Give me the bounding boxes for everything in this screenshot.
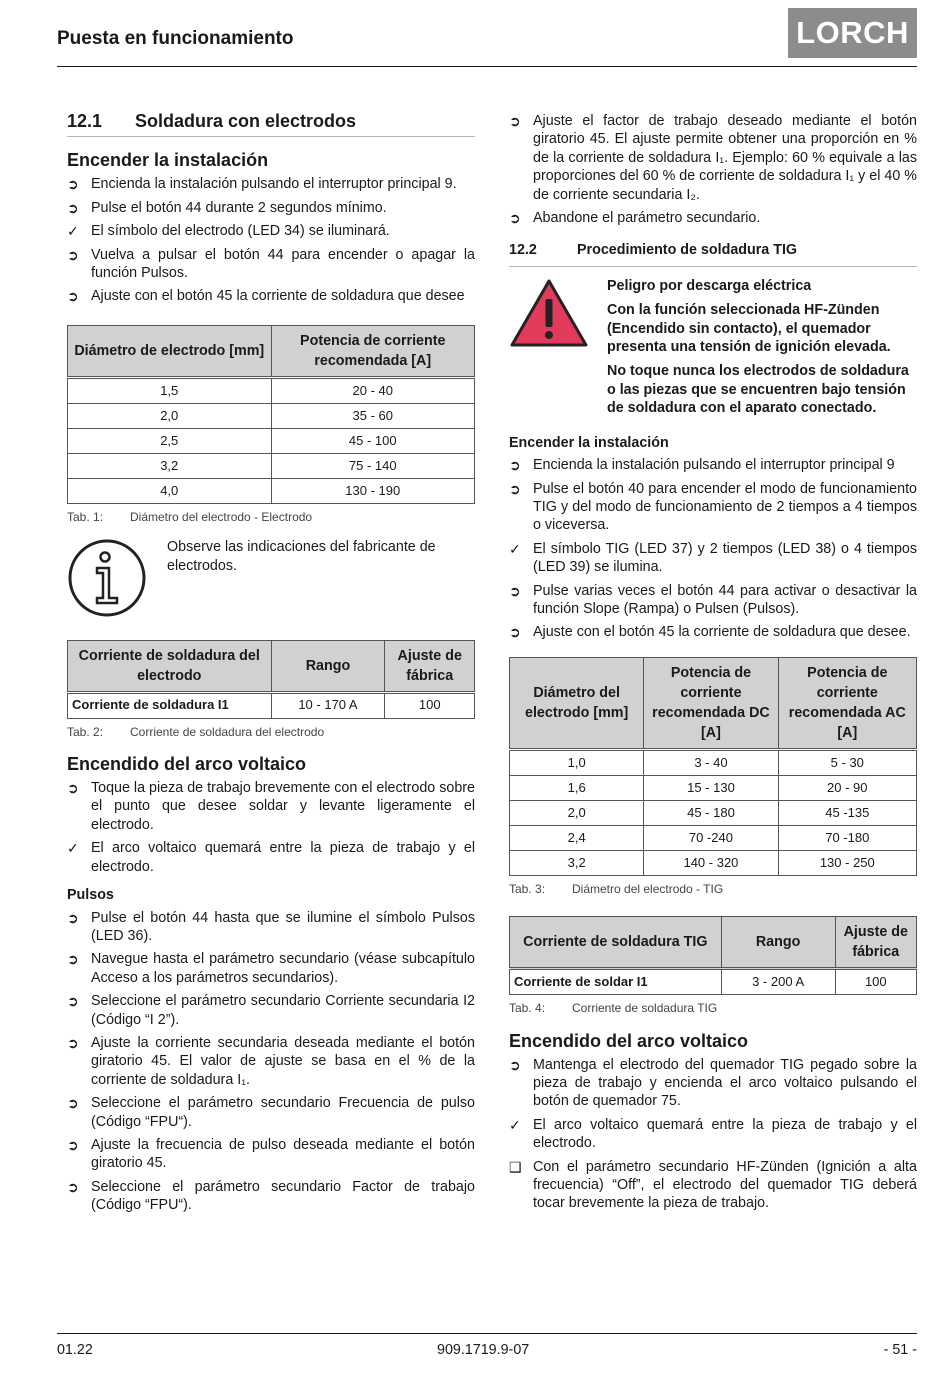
- list-item-text: Ajuste la corriente secundaria deseada mediante el botón giratorio 45. El valor de ajuste se basa en el % de la corriente de soldadura I₁.: [91, 1034, 475, 1088]
- arrow-icon: ➲: [67, 780, 79, 797]
- table-row: [68, 453, 475, 478]
- table-row: [68, 692, 475, 718]
- warning-triangle-icon: [509, 277, 607, 424]
- table-cell: 75 - 140: [271, 453, 475, 478]
- info-note: [67, 538, 475, 623]
- table-header: Corriente de soldadura TIG: [510, 917, 722, 969]
- list-item: [67, 175, 475, 193]
- table-tig-current: [509, 916, 917, 995]
- section-number: 12.1: [67, 111, 103, 131]
- list-item-text: Abandone el parámetro secundario.: [533, 210, 761, 227]
- list-item-text: Navegue hasta el parámetro secundario (véase subcapítulo Acceso a los parámetros secundarios).: [91, 951, 475, 986]
- steps-encender-tig: [509, 456, 917, 642]
- footer-doc-number: 909.1719.9-07: [437, 1342, 530, 1358]
- caption-text: Diámetro del electrodo - TIG: [572, 881, 724, 896]
- caption-label: Tab. 2:: [67, 724, 104, 739]
- table-cell: 20 - 90: [778, 775, 916, 800]
- table-cell: 70 -180: [778, 825, 916, 850]
- danger-warning: [509, 277, 917, 424]
- warning-title: Peligro por descarga eléctrica: [607, 277, 812, 294]
- check-icon: ✓: [67, 223, 79, 240]
- steps-factor: [509, 112, 917, 227]
- arrow-icon: ➲: [67, 199, 79, 216]
- list-item: [67, 1136, 475, 1173]
- table-cell: Corriente de soldar I1: [510, 969, 722, 995]
- arrow-icon: ➲: [67, 246, 79, 263]
- brand-logo: LORCH: [788, 8, 917, 58]
- list-item: [509, 1116, 917, 1153]
- list-item: [509, 1056, 917, 1111]
- caption-text: Corriente de soldadura TIG: [572, 1001, 718, 1016]
- list-item: [509, 209, 917, 227]
- table-row: [510, 969, 917, 995]
- arrow-icon: ➲: [67, 909, 79, 926]
- steps-arco: [67, 779, 475, 876]
- list-item-text: Encienda la instalación pulsando el interruptor principal 9.: [91, 176, 457, 193]
- table-header: Rango: [271, 640, 385, 692]
- list-item-text: Mantenga el electrodo del quemador TIG pegado sobre la pieza de trabajo y encienda el arco voltaico pulsando el botón de quemador 75.: [533, 1056, 917, 1110]
- table-header: Potencia de corriente recomendada [A]: [271, 325, 475, 377]
- table-header: Diámetro del electrodo [mm]: [510, 657, 644, 749]
- page-header-title: Puesta en funcionamiento: [57, 28, 294, 49]
- table-row: [510, 850, 917, 875]
- list-item-text: Pulse varias veces el botón 44 para activar o desactivar la función Slope (Rampa) o Pulsen (Pulsos).: [533, 582, 917, 617]
- section-title: Procedimiento de soldadura TIG: [577, 242, 798, 259]
- list-item: [67, 222, 475, 240]
- arrow-icon: ➲: [509, 624, 521, 641]
- list-item-text: Seleccione el parámetro secundario Factor de trabajo (Código “FPU“).: [91, 1178, 475, 1214]
- list-item: [67, 839, 475, 876]
- table-caption: [67, 508, 475, 526]
- list-item: [67, 287, 475, 305]
- list-item: [509, 623, 917, 641]
- heading-pulsos: Pulsos: [67, 887, 114, 904]
- table-row: [510, 800, 917, 825]
- table-header: Corriente de soldadura del electrodo: [68, 640, 272, 692]
- caption-label: Tab. 3:: [509, 881, 546, 896]
- list-item: [67, 779, 475, 834]
- steps-encender: [67, 175, 475, 305]
- left-column: [67, 112, 475, 1220]
- checkbox-icon: ❑: [509, 1158, 522, 1175]
- table-cell: 45 - 180: [644, 800, 778, 825]
- heading-encender-tig: Encender la instalación: [509, 434, 669, 451]
- list-item-text: Ajuste la frecuencia de pulso deseada mediante el botón giratorio 45.: [91, 1136, 475, 1172]
- table-cell: 2,4: [510, 825, 644, 850]
- table-cell: 45 - 100: [271, 428, 475, 453]
- arrow-icon: ➲: [67, 288, 79, 305]
- table-row: [68, 428, 475, 453]
- list-item: [67, 1034, 475, 1089]
- table-tig-diameter: [509, 657, 917, 876]
- list-item-text: Toque la pieza de trabajo brevemente con el electrodo sobre el punto que desee soldar y levante ligeramente el electrodo.: [91, 780, 475, 833]
- heading-arco-tig: Encendido del arco voltaico: [509, 1030, 749, 1051]
- table-cell: 2,5: [68, 428, 272, 453]
- arrow-icon: ➲: [67, 951, 79, 968]
- table-header: Ajuste de fábrica: [385, 640, 475, 692]
- table-row: [510, 749, 917, 775]
- table-row: [510, 825, 917, 850]
- table-electrode-current: [67, 640, 475, 719]
- caption-label: Tab. 1:: [67, 509, 104, 524]
- info-note-text: Observe las indicaciones del fabricante de electrodos.: [167, 539, 436, 574]
- caption-text: Diámetro del electrodo - Electrodo: [130, 509, 313, 524]
- table-row: [68, 403, 475, 428]
- table-cell: 130 - 250: [778, 850, 916, 875]
- list-item: [509, 582, 917, 619]
- list-item: [67, 199, 475, 217]
- table-cell: 130 - 190: [271, 478, 475, 503]
- table-cell: 15 - 130: [644, 775, 778, 800]
- list-item: [509, 112, 917, 204]
- info-icon: [67, 538, 167, 623]
- list-item-text: Encienda la instalación pulsando el interruptor principal 9: [533, 457, 895, 474]
- arrow-icon: ➲: [67, 1178, 79, 1195]
- heading-arco: Encendido del arco voltaico: [67, 754, 307, 775]
- arrow-icon: ➲: [67, 993, 79, 1010]
- section-number: 12.2: [509, 242, 537, 259]
- list-item: [509, 1158, 917, 1213]
- section-12-1-heading: [67, 112, 475, 137]
- table-cell: 2,0: [510, 800, 644, 825]
- heading-encender: Encender la instalación: [67, 150, 269, 171]
- arrow-icon: ➲: [67, 1034, 79, 1051]
- table-cell: 4,0: [68, 478, 272, 503]
- list-item-text: Seleccione el parámetro secundario Frecuencia de pulso (Código “FPU“).: [91, 1095, 475, 1130]
- footer-rule: [57, 1333, 917, 1334]
- table-row: [68, 377, 475, 403]
- list-item: [67, 909, 475, 946]
- list-item-text: Seleccione el parámetro secundario Corriente secundaria I2 (Código “I 2”).: [91, 993, 475, 1028]
- arrow-icon: ➲: [67, 1095, 79, 1112]
- table-header: Potencia de corriente recomendada DC [A]: [644, 657, 778, 749]
- caption-text: Corriente de soldadura del electrodo: [130, 724, 325, 739]
- warning-text: No toque nunca los electrodos de soldadura o las piezas que se encuentren bajo tensión de soldadura con el aparato conectado.: [607, 363, 909, 417]
- list-item-text: Pulse el botón 44 durante 2 segundos mínimo.: [91, 199, 387, 216]
- list-item-text: Con el parámetro secundario HF-Zünden (Ignición a alta frecuencia) “Off”, el electrodo del quemador TIG deberá tocar brevemente la pieza de trabajo.: [533, 1158, 917, 1212]
- table-cell: 3 - 200 A: [721, 969, 835, 995]
- table-row: [68, 478, 475, 503]
- table-cell: 1,5: [68, 377, 272, 403]
- check-icon: ✓: [509, 540, 521, 557]
- table-cell: Corriente de soldadura I1: [68, 692, 272, 718]
- arrow-icon: ➲: [509, 113, 521, 129]
- table-row: [510, 775, 917, 800]
- table-cell: 20 - 40: [271, 377, 475, 403]
- list-item: [67, 1178, 475, 1215]
- arrow-icon: ➲: [509, 457, 521, 474]
- footer-date: 01.22: [57, 1342, 93, 1358]
- list-item: [67, 992, 475, 1029]
- check-icon: ✓: [509, 1116, 521, 1133]
- check-icon: ✓: [67, 840, 79, 857]
- table-cell: 100: [835, 969, 916, 995]
- list-item: [509, 456, 917, 474]
- table-header: Rango: [721, 917, 835, 969]
- table-caption: [67, 723, 475, 741]
- arrow-icon: ➲: [67, 176, 79, 193]
- section-12-2-heading: [509, 241, 917, 266]
- list-item: [509, 480, 917, 535]
- table-cell: 45 -135: [778, 800, 916, 825]
- table-cell: 140 - 320: [644, 850, 778, 875]
- list-item-text: El arco voltaico quemará entre la pieza de trabajo y el electrodo.: [533, 1116, 917, 1152]
- table-header: Potencia de corriente recomendada AC [A]: [778, 657, 916, 749]
- arrow-icon: ➲: [509, 1056, 521, 1073]
- table-cell: 10 - 170 A: [271, 692, 385, 718]
- list-item-text: El símbolo TIG (LED 37) y 2 tiempos (LED 38) o 4 tiempos (LED 39) se ilumina.: [533, 540, 917, 576]
- warning-text: Con la función seleccionada HF-Zünden (Encendido sin contacto), el quemador presenta una tensión de ignición elevada.: [607, 302, 891, 356]
- list-item-text: Ajuste con el botón 45 la corriente de soldadura que desee.: [533, 624, 911, 641]
- table-cell: 100: [385, 692, 475, 718]
- table-cell: 3,2: [510, 850, 644, 875]
- arrow-icon: ➲: [509, 210, 521, 227]
- section-title: Soldadura con electrodos: [135, 111, 357, 131]
- steps-pulsos: [67, 909, 475, 1215]
- table-cell: 3,2: [68, 453, 272, 478]
- list-item-text: Ajuste el factor de trabajo deseado mediante el botón giratorio 45. El ajuste permite obtener una proporción en % de la corriente de soldadura I₁. Ejemplo: 60 % equivale a las proporciones del 60 % de corriente de soldadura I₁ y el 40 % de corriente secundaria I₂.: [533, 113, 917, 203]
- caption-label: Tab. 4:: [509, 1001, 546, 1016]
- right-column: [509, 112, 917, 1218]
- table-cell: 2,0: [68, 403, 272, 428]
- list-item: [509, 540, 917, 577]
- list-item-text: Ajuste con el botón 45 la corriente de soldadura que desee: [91, 288, 465, 305]
- table-cell: 70 -240: [644, 825, 778, 850]
- table-electrode-diameter: [67, 325, 475, 504]
- header-rule: [57, 66, 917, 67]
- table-header: Diámetro de electrodo [mm]: [68, 325, 272, 377]
- table-caption: [509, 880, 917, 898]
- arrow-icon: ➲: [509, 480, 521, 497]
- list-item-text: Pulse el botón 40 para encender el modo de funcionamiento TIG y del modo de funcionamiento de 2 tiempos a 4 tiempos o viceversa.: [533, 480, 917, 534]
- footer-page-number: - 51 -: [883, 1342, 917, 1358]
- table-cell: 1,6: [510, 775, 644, 800]
- table-header: Ajuste de fábrica: [835, 917, 916, 969]
- list-item-text: Vuelva a pulsar el botón 44 para encender o apagar la función Pulsos.: [91, 246, 475, 282]
- list-item-text: El símbolo del electrodo (LED 34) se iluminará.: [91, 223, 390, 240]
- table-caption: [509, 999, 917, 1017]
- arrow-icon: ➲: [509, 582, 521, 599]
- table-cell: 35 - 60: [271, 403, 475, 428]
- table-cell: 5 - 30: [778, 749, 916, 775]
- list-item: [67, 950, 475, 987]
- list-item-text: Pulse el botón 44 hasta que se ilumine el símbolo Pulsos (LED 36).: [91, 909, 475, 944]
- list-item: [67, 1094, 475, 1131]
- arrow-icon: ➲: [67, 1136, 79, 1153]
- steps-arco-tig: [509, 1056, 917, 1213]
- list-item-text: El arco voltaico quemará entre la pieza de trabajo y el electrodo.: [91, 840, 475, 875]
- table-cell: 3 - 40: [644, 749, 778, 775]
- table-cell: 1,0: [510, 749, 644, 775]
- list-item: [67, 246, 475, 283]
